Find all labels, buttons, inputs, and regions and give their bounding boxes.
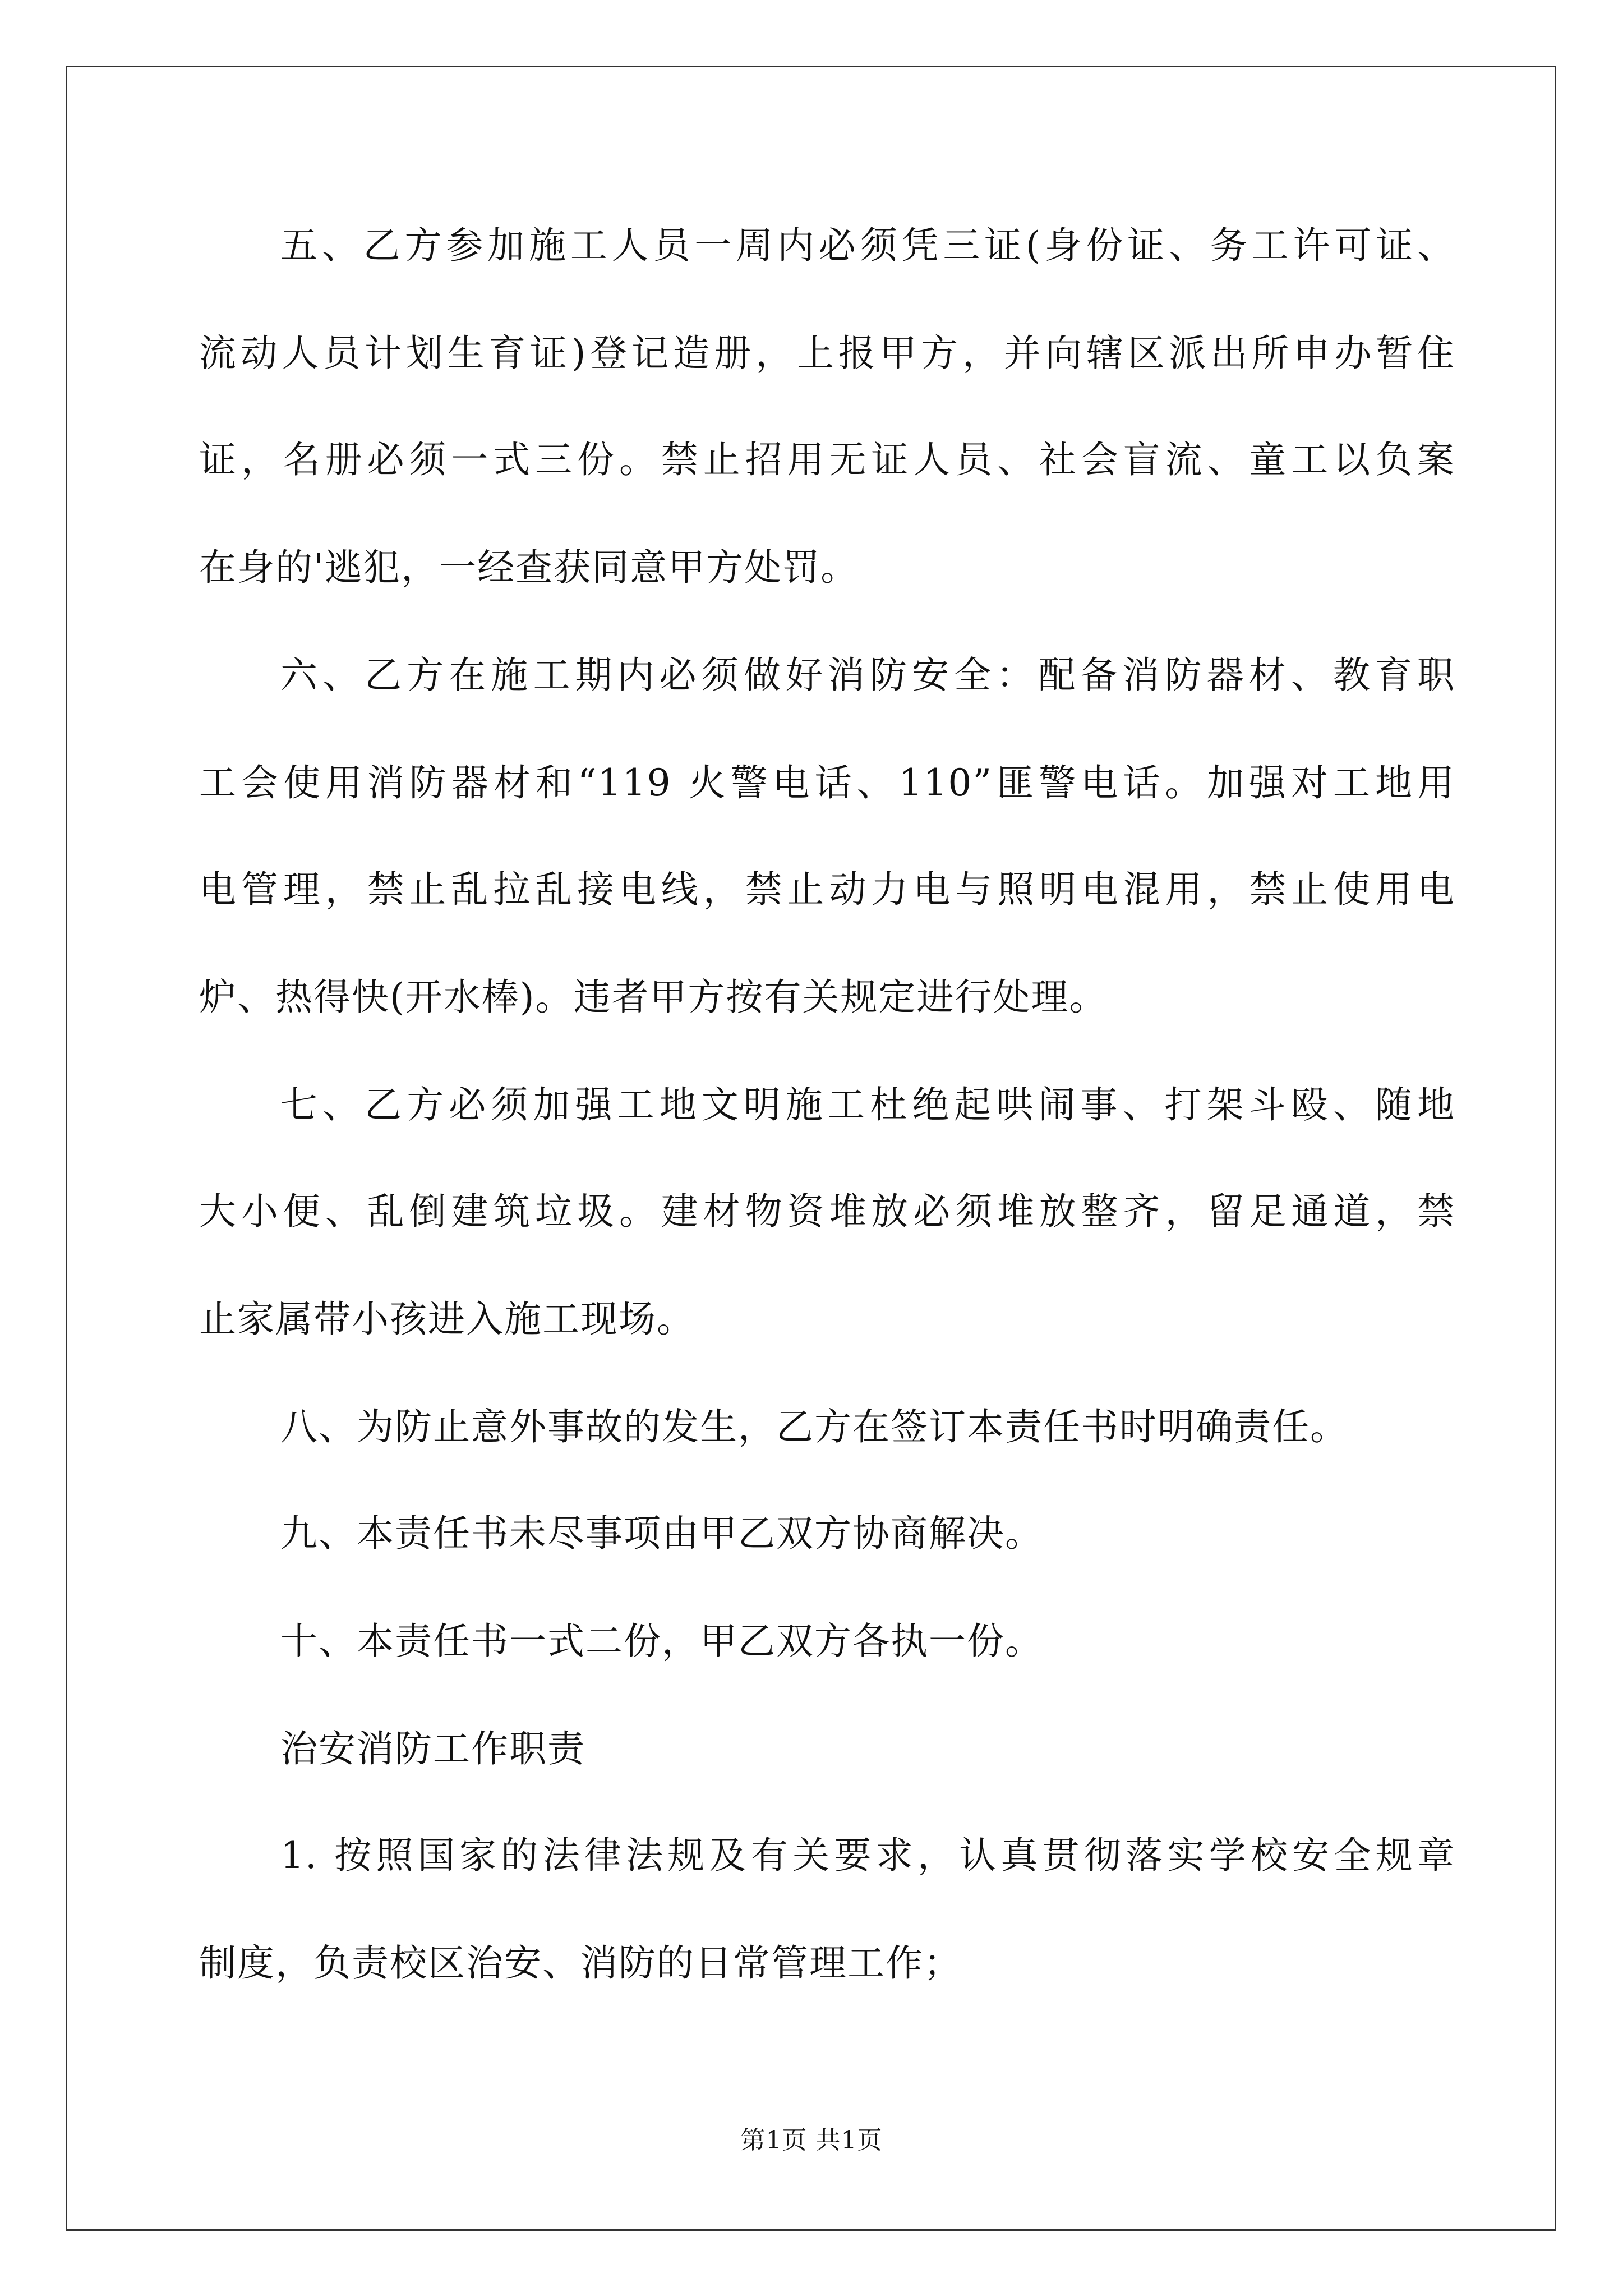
paragraph-6-line-4: 炉、热得快(开水棒)。违者甲方按有关规定进行处理。: [199, 976, 1108, 1019]
paragraph-5-line-2: 流动人员计划生育证)登记造册，上报甲方，并向辖区派出所申办暂住: [199, 332, 1455, 375]
paragraph-5-line-4: 在身的'逃犯，一经查获同意甲方处罚。: [199, 546, 859, 589]
paragraph-7-line-3: 止家属带小孩进入施工现场。: [199, 1297, 695, 1341]
paragraph-6-line-3: 电管理，禁止乱拉乱接电线，禁止动力电与照明电混用，禁止使用电: [199, 868, 1455, 911]
paragraph-7-line-2: 大小便、乱倒建筑垃圾。建材物资堆放必须堆放整齐，留足通道，禁: [199, 1190, 1455, 1233]
page-number-footer: 第1页 共1页: [740, 2126, 883, 2155]
paragraph-7-line-1: 七、乙方必须加强工地文明施工杜绝起哄闹事、打架斗殴、随地: [280, 1083, 1455, 1126]
section-title: 治安消防工作职责: [280, 1727, 585, 1770]
item-1-line-1: 1. 按照国家的法律法规及有关要求，认真贯彻落实学校安全规章: [280, 1834, 1455, 1877]
paragraph-5-line-3: 证，名册必须一式三份。禁止招用无证人员、社会盲流、童工以负案: [199, 438, 1455, 481]
paragraph-9: 九、本责任书未尽事项由甲乙双方协商解决。: [280, 1512, 1043, 1555]
paragraph-6-line-1: 六、乙方在施工期内必须做好消防安全：配备消防器材、教育职: [280, 654, 1455, 697]
page-border: [66, 66, 1556, 2231]
paragraph-6-line-2: 工会使用消防器材和“119 火警电话、110”匪警电话。加强对工地用: [199, 761, 1455, 804]
paragraph-10: 十、本责任书一式二份，甲乙双方各执一份。: [280, 1619, 1043, 1663]
paragraph-5-line-1: 五、乙方参加施工人员一周内必须凭三证(身份证、务工许可证、: [280, 224, 1455, 267]
item-1-line-2: 制度，负责校区治安、消防的日常管理工作；: [199, 1941, 962, 1985]
paragraph-8: 八、为防止意外事故的发生，乙方在签订本责任书时明确责任。: [280, 1405, 1348, 1448]
